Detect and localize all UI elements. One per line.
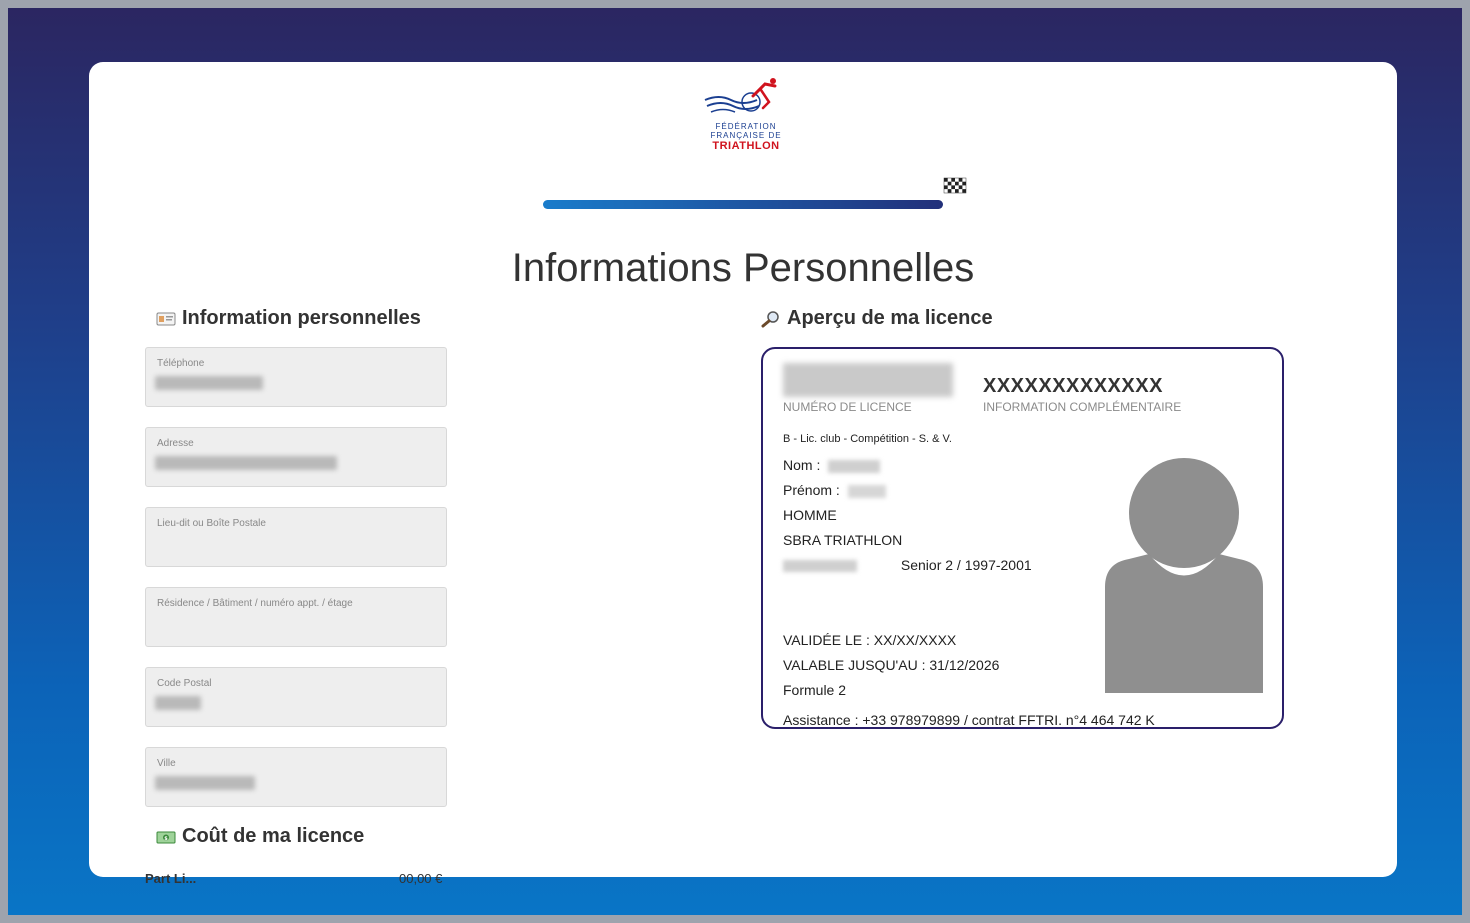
telephone-field[interactable] (145, 347, 447, 407)
city-value-redacted (155, 776, 255, 790)
complement-value: XXXXXXXXXXXXX (983, 375, 1163, 397)
cost-row-label: Part Li... (145, 871, 197, 886)
address-value-redacted (155, 456, 337, 470)
license-number-label: NUMÉRO DE LICENCE (783, 400, 912, 414)
prenom-label: Prénom : (783, 482, 840, 498)
postal-code-label: Code Postal (157, 678, 212, 689)
page-title: Informations Personnelles (511, 246, 975, 290)
license-preview-title: Aperçu de ma licence (787, 307, 993, 329)
progress-bar (543, 200, 943, 209)
magnifier-icon (761, 311, 781, 327)
residence-field[interactable] (145, 587, 447, 647)
triathlon-logo-icon (701, 76, 791, 122)
cost-row-value: 00,00 € (399, 871, 443, 886)
club-name: SBRA TRIATHLON (783, 532, 903, 548)
license-type: B - Lic. club - Compétition - S. & V. (783, 433, 952, 445)
valid-until: VALABLE JUSQU'AU : 31/12/2026 (783, 657, 1000, 673)
license-card (761, 347, 1284, 729)
license-number-redacted (783, 363, 953, 397)
nom-value-redacted (828, 460, 880, 473)
complement-label: INFORMATION COMPLÉMENTAIRE (983, 400, 1182, 414)
postal-code-field[interactable] (145, 667, 447, 727)
logo-line-3: TRIATHLON (712, 140, 780, 152)
formula: Formule 2 (783, 682, 847, 698)
residence-label: Résidence / Bâtiment / numéro appt. / étage (157, 598, 353, 609)
id-card-icon (156, 311, 176, 327)
fftri-logo (701, 76, 791, 152)
telephone-value-redacted (155, 376, 263, 390)
svg-text:$: $ (164, 835, 168, 842)
main-panel (89, 62, 1397, 886)
assistance: Assistance : +33 978979899 / contrat FFTRI. n°4 464 742 K (783, 712, 1155, 728)
address-field[interactable] (145, 427, 447, 487)
prenom-value-redacted (848, 485, 886, 498)
prenom-row (783, 482, 886, 498)
nom-row (783, 457, 880, 473)
nom-label: Nom : (783, 457, 821, 473)
lieu-dit-field[interactable] (145, 507, 447, 567)
lieu-dit-label: Lieu-dit ou Boîte Postale (157, 518, 266, 529)
checkered-flag-icon (944, 178, 966, 193)
personal-info-heading (156, 307, 421, 330)
postal-code-value-redacted (155, 696, 201, 710)
page-background (8, 8, 1462, 915)
logo-line-2: FRANÇAISE DE (710, 131, 782, 140)
personal-info-title: Information personnelles (182, 307, 421, 329)
license-preview-heading (761, 307, 993, 330)
cost-heading (156, 825, 364, 848)
cost-title: Coût de ma licence (182, 825, 365, 847)
city-label: Ville (157, 758, 176, 769)
avatar-placeholder-icon (1105, 457, 1263, 693)
category: Senior 2 / 1997-2001 (900, 557, 1032, 573)
telephone-label: Téléphone (157, 358, 205, 369)
city-field[interactable] (145, 747, 447, 807)
birthdate-redacted (783, 560, 857, 572)
banknote-icon (156, 829, 176, 845)
logo-line-1: FÉDÉRATION (715, 122, 777, 131)
validated-date: VALIDÉE LE : XX/XX/XXXX (783, 632, 957, 648)
sexe: HOMME (783, 507, 837, 523)
address-label: Adresse (157, 438, 194, 449)
category-row (783, 557, 1103, 573)
